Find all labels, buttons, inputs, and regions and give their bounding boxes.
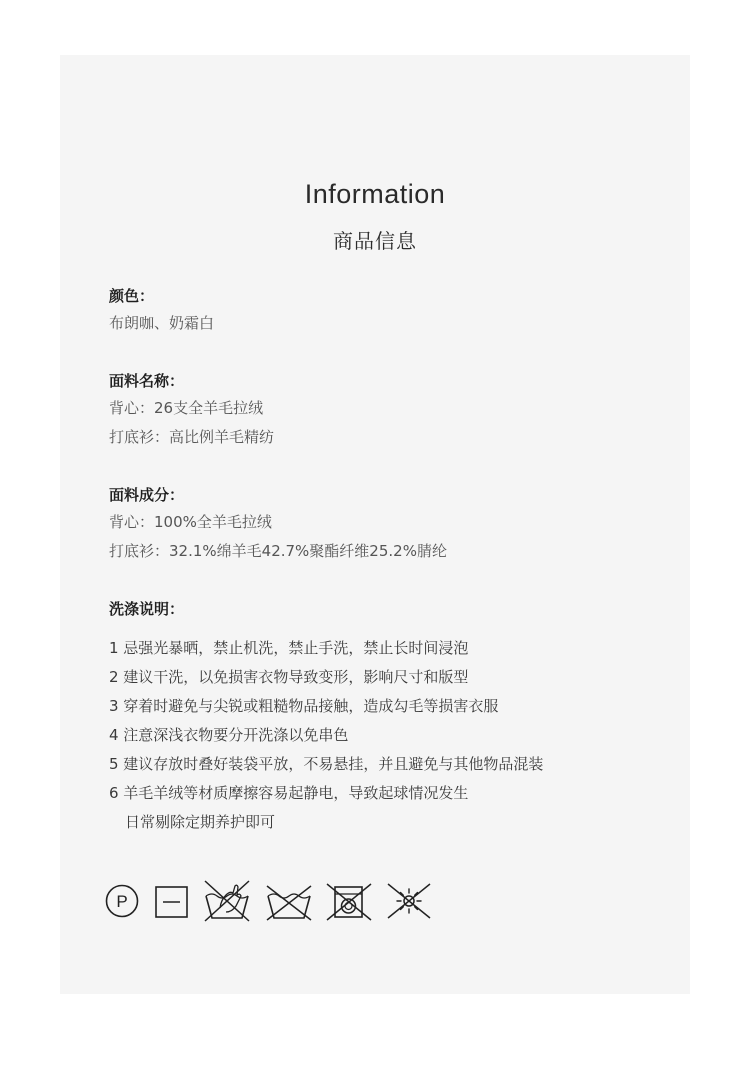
no-sun-icon [384, 878, 434, 924]
care-line: 日常剔除定期养护即可 [125, 813, 276, 831]
page-title: Information [304, 179, 446, 209]
composition-heading: 面料成分： [109, 486, 185, 504]
care-line: 3 穿着时避免与尖锐或粗糙物品接触，造成勾毛等损害衣服 [109, 697, 499, 715]
composition-section [109, 484, 447, 566]
care-heading: 洗涤说明： [109, 600, 185, 618]
fabric-name-section [109, 370, 274, 452]
dry-flat-icon [154, 878, 190, 924]
dry-clean-letter: P [116, 892, 128, 911]
fabric-name-line: 打底衫：高比例羊毛精纺 [109, 428, 275, 446]
care-line: 2 建议干洗，以免损害衣物导致变形，影响尺寸和版型 [109, 668, 469, 686]
care-line: 1 忌强光暴晒，禁止机洗，禁止手洗，禁止长时间浸泡 [109, 639, 469, 657]
no-hand-wash-icon [202, 878, 252, 924]
color-section [109, 285, 214, 338]
care-line: 5 建议存放时叠好装袋平放，不易悬挂，并且避免与其他物品混装 [109, 755, 544, 773]
composition-line: 背心：100%全羊毛拉绒 [109, 513, 272, 531]
care-section [109, 598, 543, 837]
fabric-name-heading: 面料名称： [109, 372, 185, 390]
composition-line: 打底衫：32.1%绵羊毛42.7%聚酯纤维25.2%腈纶 [109, 542, 447, 560]
page-subtitle: 商品信息 [333, 229, 417, 253]
care-line: 6 羊毛羊绒等材质摩擦容易起静电，导致起球情况发生 [109, 784, 469, 802]
color-value: 布朗咖、奶霜白 [109, 314, 215, 332]
no-tumble-dry-icon [324, 878, 374, 924]
dry-clean-p-icon [104, 878, 140, 924]
care-line: 4 注意深浅衣物要分开洗涤以免串色 [109, 726, 349, 744]
color-heading: 颜色： [109, 287, 155, 305]
no-wash-icon [264, 878, 314, 924]
fabric-name-line: 背心：26支全羊毛拉绒 [109, 399, 264, 417]
